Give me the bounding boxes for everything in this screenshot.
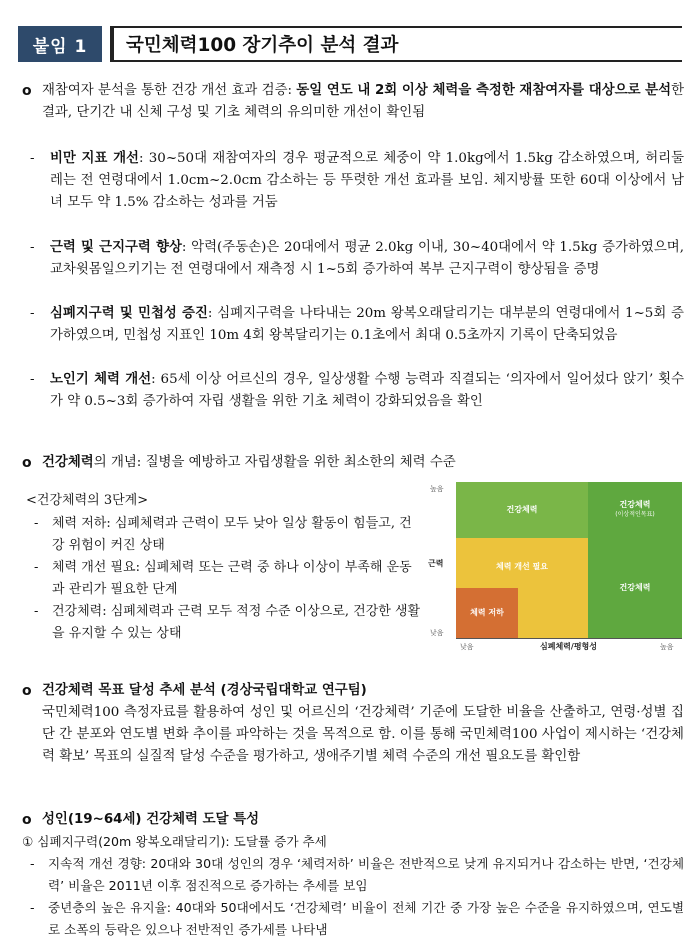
s1-item1 <box>50 148 684 214</box>
stage3-dash: - <box>34 604 39 619</box>
y-axis-label: 근력 <box>428 559 444 568</box>
health-fitness-chart <box>424 482 682 654</box>
y-tick-high: 높음 <box>430 485 444 493</box>
s1-item4-bold: 노인기 체력 개선 <box>50 372 152 387</box>
region-healthy-top <box>456 482 588 538</box>
stage2-dash: - <box>34 560 39 575</box>
section2-bold: 건강체력 <box>42 455 94 470</box>
stage3-text: 건강체력: 심폐체력과 근력 모두 적정 수준 이상으로, 건강한 생활을 유지할 수 있는 상태 <box>52 604 421 641</box>
region-low-fitness <box>456 588 518 638</box>
section2-text: 의 개념: 질병을 예방하고 자립생활을 위한 최소한의 체력 수준 <box>93 455 456 470</box>
s1-item4 <box>50 369 684 413</box>
s1-item1-dash: - <box>30 151 35 166</box>
page-title: 국민체력100 장기추이 분석 결과 <box>110 26 682 62</box>
s4-item1-text: 지속적 개선 경향: 20대와 30대 성인의 경우 ‘체력저하’ 비율은 전반적으로 낮게 유지되거나 감소하는 반면, ‘건강체력’ 비율은 2011년 이후 점진적으로 증가하는 추세를 보임 <box>48 856 684 893</box>
s1-item2-dash: - <box>30 240 35 255</box>
region-healthy-right <box>588 538 682 638</box>
section2-concept <box>42 452 684 474</box>
x-tick-low: 낮음 <box>460 643 474 651</box>
region-label: 건강체력 <box>506 505 538 514</box>
section1-intro-text: 재참여자 분석을 통한 건강 개선 효과 검증: <box>42 83 297 98</box>
document-header <box>18 26 682 62</box>
region-label: 체력 저하 <box>470 608 504 617</box>
s1-item3-bold: 심폐지구력 및 민첩성 증진 <box>50 306 208 321</box>
s1-item4-dash: - <box>30 372 35 387</box>
attachment-badge: 붙임 1 <box>18 26 102 62</box>
stage1-dash: - <box>34 516 39 531</box>
s4-item2-text: 중년층의 높은 유지율: 40대와 50대에서도 ‘건강체력’ 비율이 전체 기간 중 가장 높은 수준을 유지하였으며, 연도별로 소폭의 등락은 있으나 전반적인 증가세를 나타냄 <box>48 900 684 937</box>
section1-intro-text-2: 한 결과, 단기간 내 신체 구성 및 기초 체력의 유의미한 개선이 확인됨 <box>42 83 684 120</box>
region-label: 건강체력 <box>619 500 651 509</box>
s4-item1-dash: - <box>30 856 35 871</box>
s1-item2-bold: 근력 및 근지구력 향상 <box>50 240 182 255</box>
s1-item3-dash: - <box>30 306 35 321</box>
section1-intro-bold: 동일 연도 내 2회 이상 체력을 측정한 재참여자를 대상으로 분석 <box>296 83 672 98</box>
region-healthy-ideal <box>588 482 682 538</box>
section2-bullet: o <box>22 455 32 471</box>
section4-subheading: ① 심폐지구력(20m 왕복오래달리기): 도달률 증가 추세 <box>22 834 327 849</box>
s1-item2-text: : 악력(주동손)은 20대에서 평균 2.0kg 이내, 30~40대에서 약 1.5kg 증가하였으며, 교차윗몸일으키기는 전 연령대에서 재측정 시 1~5회 증가하여 복부 근지구력이 향상됨을 증명 <box>50 240 684 277</box>
y-tick-low: 낮음 <box>430 629 444 637</box>
s4-item2-dash: - <box>30 900 35 915</box>
stage1-text: 체력 저하: 심폐체력과 근력이 모두 낮아 일상 활동이 힘들고, 건강 위험이 커진 상태 <box>52 516 412 553</box>
x-tick-high: 높음 <box>660 643 674 651</box>
s1-item3 <box>50 303 684 347</box>
s1-item3-text: : 심폐지구력을 나타내는 20m 왕복오래달리기는 대부분의 연령대에서 1~5회 증가하였으며, 민첩성 지표인 10m 4회 왕복달리기는 0.1초에서 최대 0.5초까지 기록이 단축되었음 <box>50 306 684 343</box>
x-axis-line <box>456 638 682 639</box>
region-label: 건강체력 <box>619 583 651 592</box>
stages-title: <건강체력의 3단계> <box>26 493 149 508</box>
region-label: 체력 개선 필요 <box>496 562 548 571</box>
s1-item1-bold: 비만 지표 개선 <box>50 151 139 166</box>
section3-heading: 건강체력 목표 달성 추세 분석 (경상국립대학교 연구팀) <box>42 683 367 698</box>
section1-bullet: o <box>22 83 32 99</box>
x-axis-label: 심폐체력/평형성 <box>540 642 598 651</box>
s1-item4-text: : 65세 이상 어르신의 경우, 일상생활 수행 능력과 직결되는 ‘의자에서 일어섰다 앉기’ 횟수가 약 0.5~3회 증가하여 자립 생활을 위한 기초 체력이 강화되었음을 확인 <box>50 372 685 409</box>
region-sublabel: (이상적인목표) <box>615 511 655 518</box>
stage2-text: 체력 개선 필요: 심폐체력 또는 근력 중 하나 이상이 부족해 운동과 관리가 필요한 단계 <box>52 560 412 597</box>
section1-intro <box>42 80 684 124</box>
section4-bullet: o <box>22 812 32 828</box>
s1-item2 <box>50 237 684 281</box>
s1-item1-text: : 30~50대 재참여자의 경우 평균적으로 체중이 약 1.0kg에서 1.5kg 감소하였으며, 허리둘레는 전 연령대에서 1.0cm~2.0cm 감소하는 등 뚜렷한 개선 효과를 보임. 체지방률 또한 60대 이상에서 남녀 모두 약 1.5% 감소하는 성과를 거둠 <box>50 151 684 210</box>
section3-bullet: o <box>22 683 32 699</box>
section3-body: 국민체력100 측정자료를 활용하여 성인 및 어르신의 ‘건강체력’ 기준에 도달한 비율을 산출하고, 연령·성별 집단 간 분포와 연도별 변화 추이를 파악하는 것을 목적으로 함. 이를 통해 국민체력100 사업이 제시하는 ‘건강체력 확보’ 목표의 실질적 달성 수준을 평가하고, 생애주기별 체력 수준의 개선 필요도를 확인함 <box>42 705 684 764</box>
section4-heading: 성인(19~64세) 건강체력 도달 특성 <box>42 812 260 827</box>
